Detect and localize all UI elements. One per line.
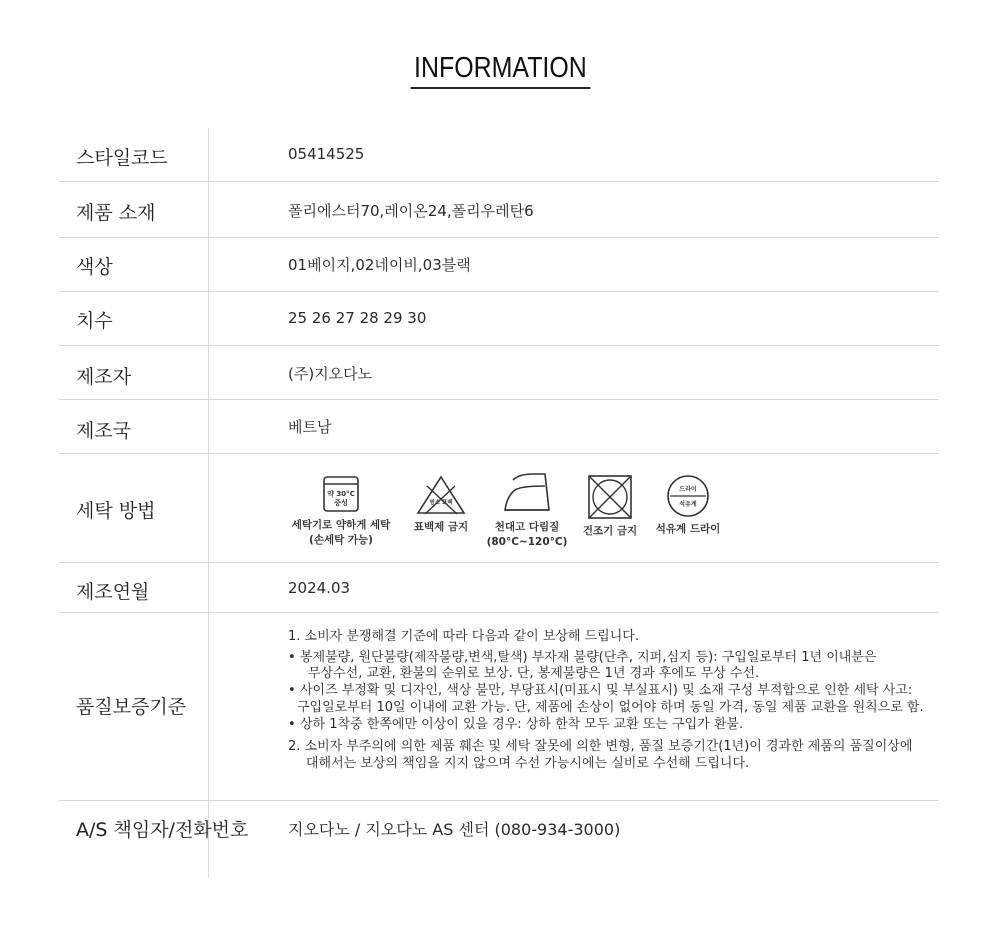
quality-line-4: • 사이즈 부정확 및 디자인, 색상 불만, 부당표시(미표시 및 부실표시) 및 소재 구성 부적합으로 인한 세탁 사고:	[288, 683, 938, 699]
row-color	[59, 238, 939, 292]
row-style-code	[59, 128, 939, 182]
no-tumble-dry-item	[578, 474, 642, 539]
dry-clean-inner-top: 드라이	[679, 486, 697, 493]
value-material: 폴리에스터70,레이온24,폴리우레탄6	[288, 202, 534, 220]
iron-caption-sub: (80°C~120°C)	[486, 536, 568, 548]
dry-clean-inner-bottom: 석유계	[679, 501, 697, 508]
hand-wash-caption: 세탁기로 약하게 세탁	[291, 519, 391, 531]
quality-text	[288, 629, 938, 773]
no-tumble-dry-icon	[587, 474, 633, 520]
row-washing	[59, 454, 939, 563]
dry-clean-caption: 석유계 드라이	[655, 523, 721, 535]
no-bleach-icon	[415, 474, 467, 516]
quality-line-7: 2. 소비자 부주의에 의한 제품 훼손 및 세탁 잘못에 의한 변형, 품질 보증기간(1년)이 경과한 제품의 품질이상에	[288, 739, 913, 754]
iron-item	[482, 470, 572, 550]
title-text: INFORMATION	[410, 50, 590, 89]
label-date: 제조연월	[76, 581, 150, 603]
row-size	[59, 292, 939, 346]
no-bleach-inner: 염소 표백	[429, 500, 453, 506]
hand-wash-inner-temp: 약 30°C	[327, 490, 355, 498]
label-maker: 제조자	[76, 366, 132, 388]
value-country: 베트남	[288, 418, 332, 436]
row-as	[59, 801, 939, 881]
page-title	[0, 50, 1000, 89]
value-as: 지오다노 / 지오다노 AS 센터 (080-934-3000)	[288, 820, 621, 839]
row-country	[59, 400, 939, 454]
value-maker: (주)지오다노	[288, 365, 373, 383]
hand-wash-icon	[321, 474, 361, 514]
label-quality: 품질보증기준	[76, 696, 187, 718]
value-color: 01베이지,02네이비,03블랙	[288, 256, 471, 274]
no-bleach-caption: 표백제 금지	[413, 521, 469, 533]
label-color: 색상	[76, 256, 113, 278]
quality-line-3: 무상수선, 교환, 환불의 순위로 보상. 단, 봉제불량은 1년 경과 후에도 무상 수선.	[308, 666, 760, 681]
hand-wash-inner-detergent: 중성	[334, 499, 348, 507]
label-country: 제조국	[76, 420, 132, 442]
quality-line-5: 구입일로부터 10일 이내에 교환 가능. 단, 제품에 손상이 없어야 하며 동일 가격, 동일 제품 교환을 원칙으로 함.	[297, 700, 924, 715]
value-style-code: 05414525	[288, 145, 365, 163]
washing-icons	[288, 454, 748, 562]
quality-line-1: 1. 소비자 분쟁해결 기준에 따라 다음과 같이 보상해 드립니다.	[288, 629, 639, 644]
info-table	[59, 128, 939, 881]
quality-line-2: • 봉제불량, 원단불량(제작불량,변색,탈색) 부자재 불량(단추, 지퍼,심지 등): 구입일로부터 1년 이내분은	[288, 650, 938, 666]
value-date: 2024.03	[288, 579, 351, 597]
iron-caption: 천대고 다림질	[494, 521, 560, 533]
label-as: A/S 책임자/전화번호	[76, 819, 249, 841]
row-maker	[59, 346, 939, 400]
hand-wash-caption-sub: (손세탁 가능)	[309, 534, 373, 546]
label-size: 치수	[76, 310, 113, 332]
no-tumble-dry-caption: 건조기 금지	[582, 525, 638, 537]
iron-icon	[501, 470, 553, 516]
label-material: 제품 소재	[76, 202, 156, 224]
label-washing: 세탁 방법	[76, 500, 156, 522]
row-material	[59, 182, 939, 238]
row-quality	[59, 613, 939, 801]
quality-line-6: • 상하 1착중 한쪽에만 이상이 있을 경우: 상하 한착 모두 교환 또는 구입가 환불.	[288, 717, 938, 733]
label-style-code: 스타일코드	[76, 147, 168, 169]
dry-clean-item	[652, 474, 724, 537]
no-bleach-item	[406, 474, 476, 535]
hand-wash-item	[288, 474, 394, 548]
row-date	[59, 563, 939, 613]
value-size: 25 26 27 28 29 30	[288, 309, 427, 327]
dry-clean-icon	[666, 474, 710, 518]
quality-line-8: 대해서는 보상의 책임을 지지 않으며 수선 가능시에는 실비로 수선해 드립니다.	[306, 756, 750, 771]
